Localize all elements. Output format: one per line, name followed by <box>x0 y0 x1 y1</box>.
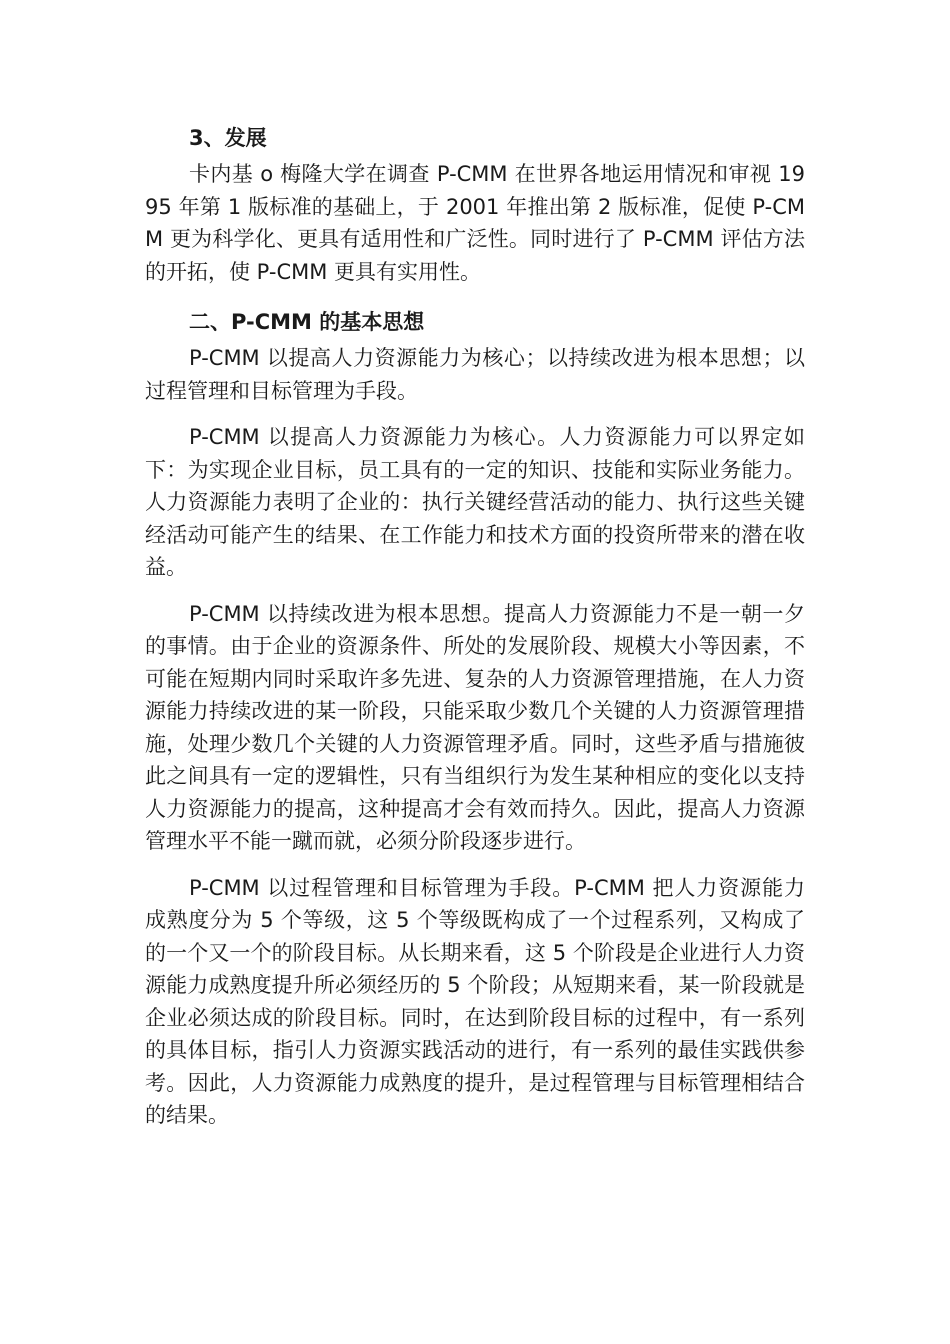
paragraph-continuous-improvement: P-CMM 以持续改进为根本思想。提高人力资源能力不是一朝一夕的事情。由于企业的资源条件、所处的发展阶段、规模大小等因素，不可能在短期内同时采取许多先进、复杂的人力资源管理措施，在人力资源能力持续改进的某一阶段，只能采取少数几个关键的人力资源管理措施，处理少数几个关键的人力资源管理矛盾。同时，这些矛盾与措施彼此之间具有一定的逻辑性，只有当组织行为发生某种相应的变化以支持人力资源能力的提高，这种提高才会有效而持久。因此，提高人力资源管理水平不能一蹴而就，必须分阶段逐步进行。 <box>145 601 805 853</box>
paragraph-process-and-goal-management: P-CMM 以过程管理和目标管理为手段。P-CMM 把人力资源能力成熟度分为 5 个等级，这 5 个等级既构成了一个过程系列，又构成了的一个又一个的阶段目标。从长期来看，这 5 个阶段是企业进行人力资源能力成熟度提升所必须经历的 5 个阶段；从短期来看，某一阶段就是企业必须达成的阶段目标。同时，在达到阶段目标的过程中，有一系列的具体目标，指引人力资源实践活动的进行，有一系列的最佳实践供参考。因此，人力资源能力成熟度的提升，是过程管理与目标管理相结合的结果。 <box>145 875 805 1127</box>
section-heading-basic-ideas: 二、P-CMM 的基本思想 <box>189 310 425 334</box>
paragraph-development: 卡内基 o 梅隆大学在调查 P-CMM 在世界各地运用情况和审视 1995 年第 1 版标准的基础上，于 2001 年推出第 2 版标准，促使 P-CMM 更为科学化、更具有适用性和广泛性。同时进行了 P-CMM 评估方法的开拓，使 P-CMM 更具有实用性。 <box>145 162 805 284</box>
paragraph-core: P-CMM 以提高人力资源能力为核心。人力资源能力可以界定如下：为实现企业目标，员工具有的一定的知识、技能和实际业务能力。人力资源能力表明了企业的：执行关键经营活动的能力、执行这些关键经活动可能产生的结果、在工作能力和技术方面的投资所带来的潜在收益。 <box>145 425 805 579</box>
section-heading-development: 3、发展 <box>189 126 267 150</box>
paragraph-summary: P-CMM 以提高人力资源能力为核心；以持续改进为根本思想；以过程管理和目标管理为手段。 <box>145 346 805 403</box>
document-page <box>145 118 805 1132</box>
